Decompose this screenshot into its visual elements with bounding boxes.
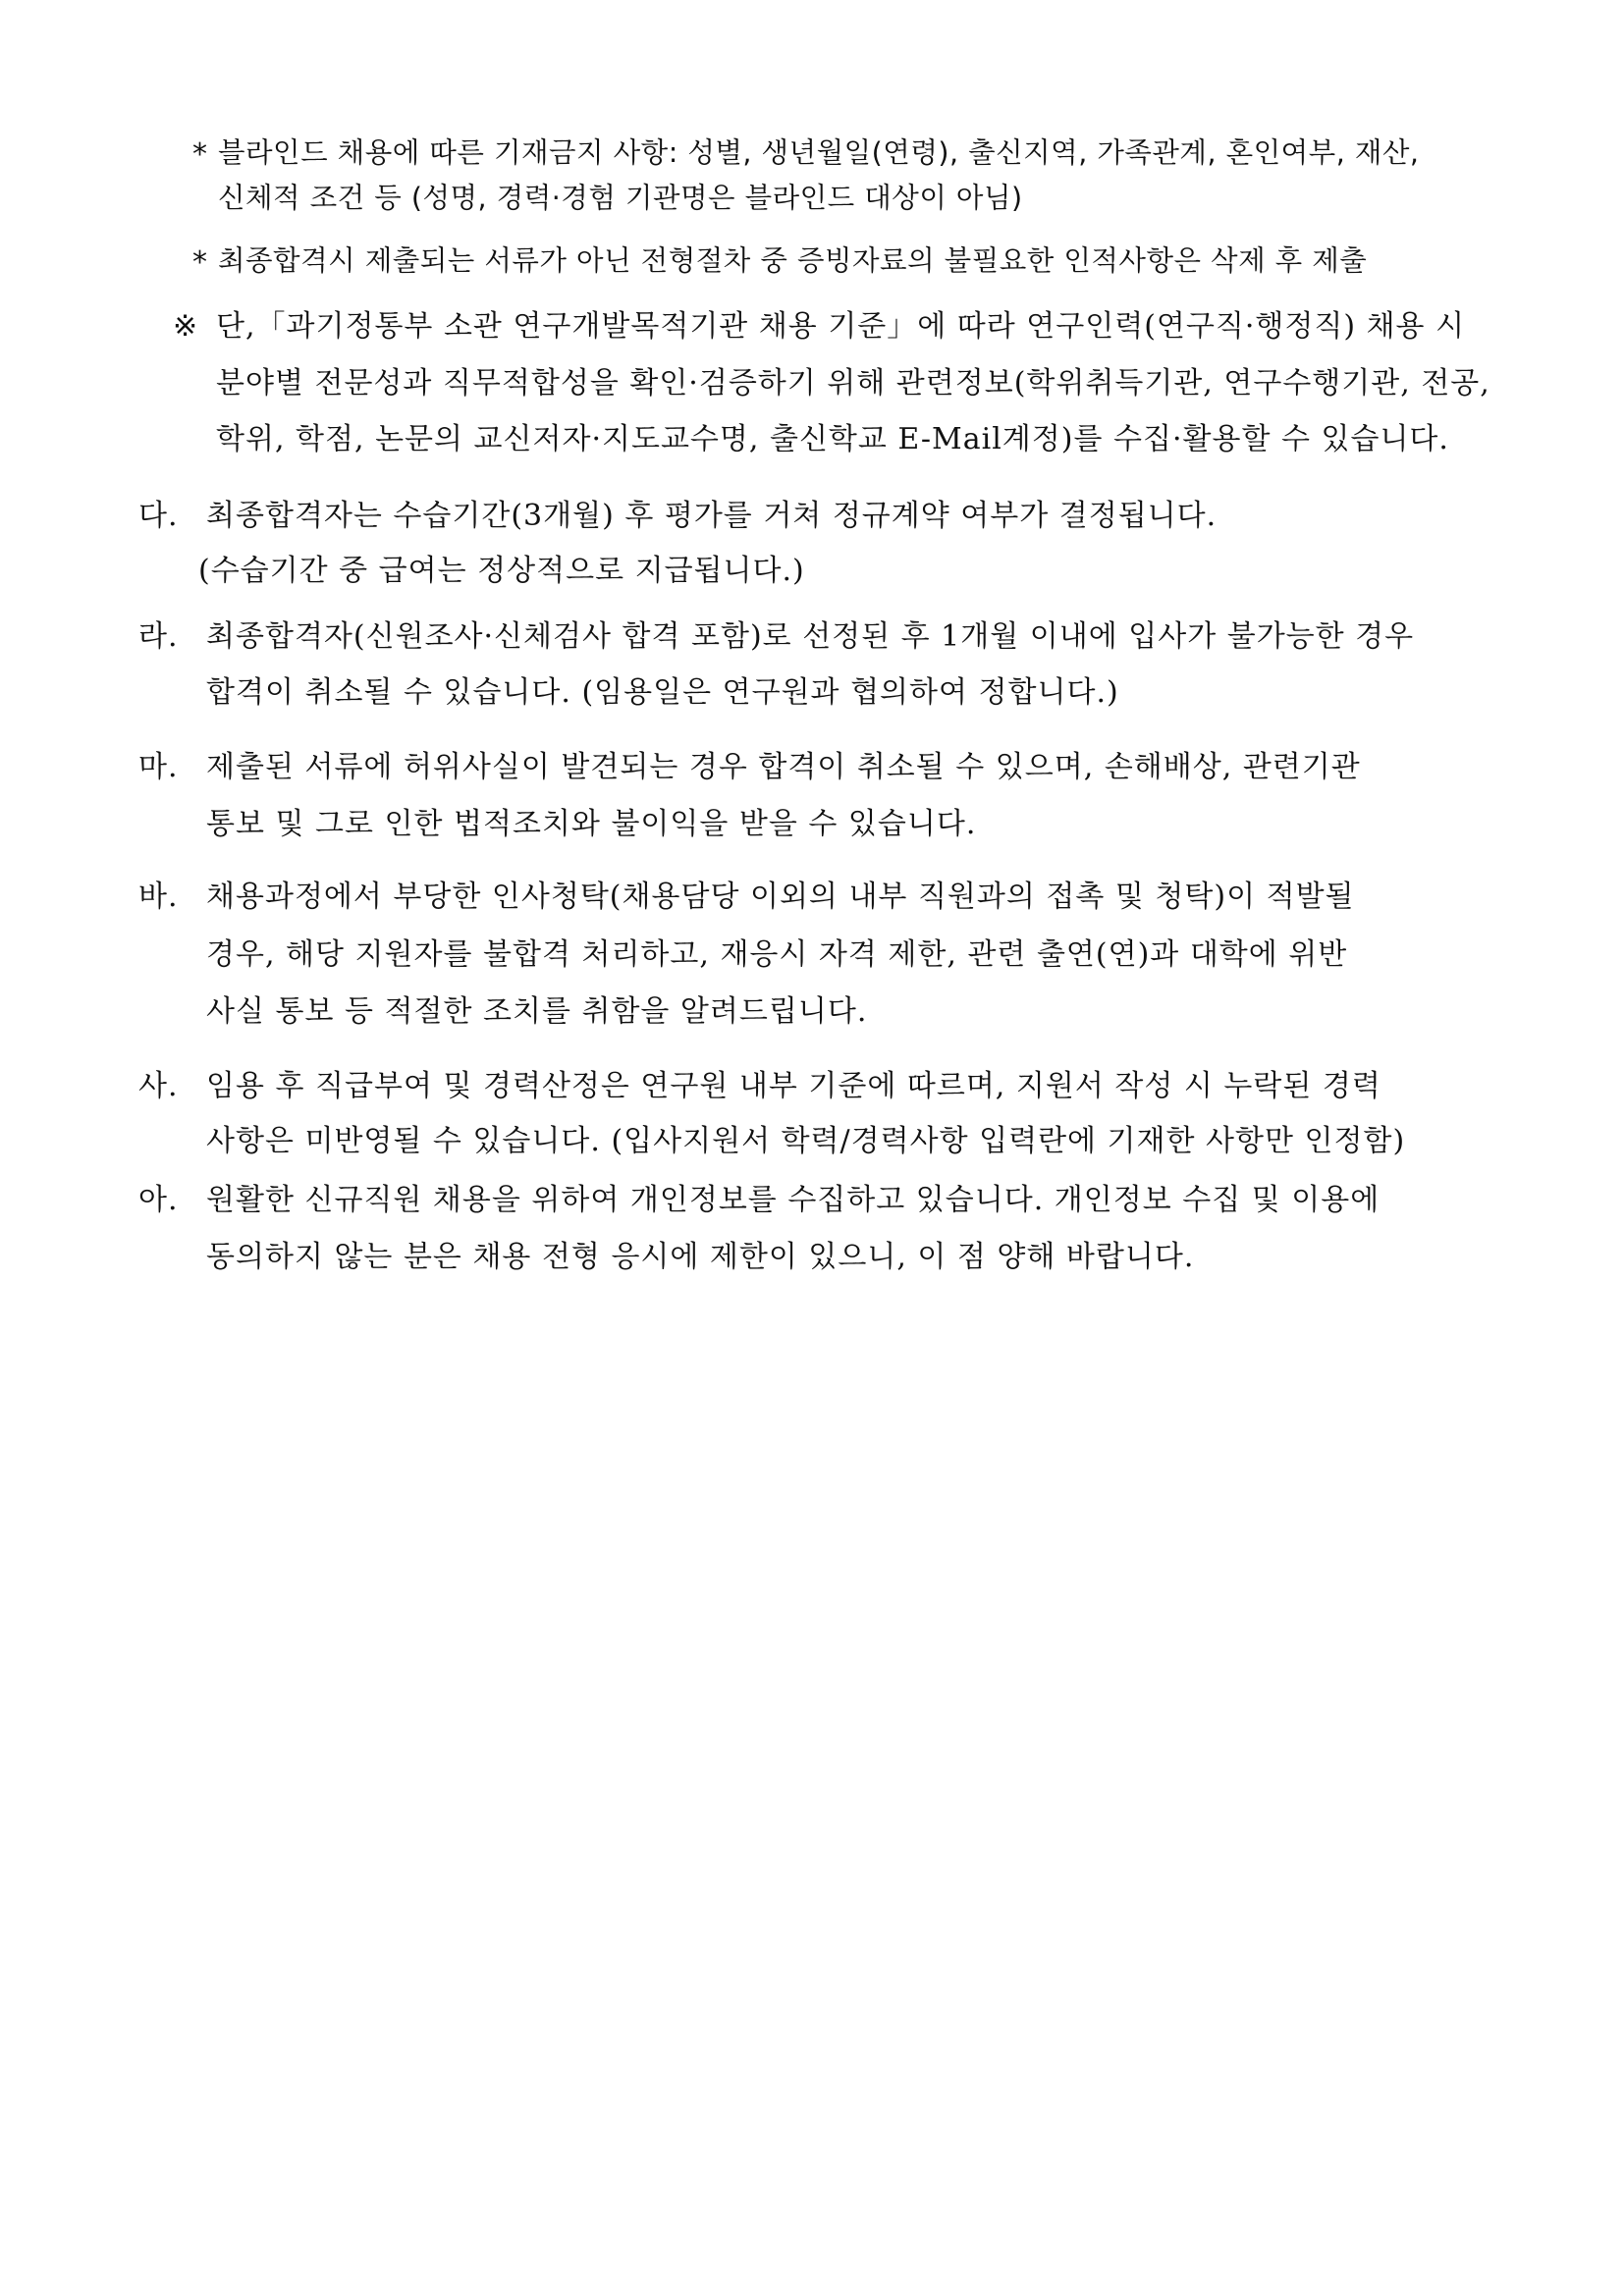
reference-mark-icon: ※ bbox=[173, 309, 199, 344]
item-sa-line1: 임용 후 직급부여 및 경력산정은 연구원 내부 기준에 따르며, 지원서 작성 시 누락된 경력 bbox=[206, 1069, 1381, 1103]
note-blind-items-line2: 신체적 조건 등 (성명, 경력·경험 기관명은 블라인드 대상이 아님) bbox=[218, 182, 1023, 214]
item-ra-line2: 합격이 취소될 수 있습니다. (임용일은 연구원과 협의하여 정합니다.) bbox=[206, 675, 1119, 710]
item-a-line2: 동의하지 않는 분은 채용 전형 응시에 제한이 있으니, 이 점 양해 바랍니다. bbox=[206, 1240, 1195, 1274]
item-ba-line2: 경우, 해당 지원자를 불합격 처리하고, 재응시 자격 제한, 관련 출연(연)과 대학에 위반 bbox=[206, 937, 1348, 972]
item-a-line1: 원활한 신규직원 채용을 위하여 개인정보를 수집하고 있습니다. 개인정보 수집 및 이용에 bbox=[206, 1183, 1380, 1217]
note-bullet-marker: * bbox=[192, 245, 208, 280]
note-exception-line1: 단,「과기정통부 소관 연구개발목적기관 채용 기준」에 따라 연구인력(연구직·행정직) 채용 시 bbox=[216, 309, 1466, 344]
item-marker-a: 아. bbox=[138, 1183, 179, 1217]
item-da-line1: 최종합격자는 수습기간(3개월) 후 평가를 거쳐 정규계약 여부가 결정됩니다. bbox=[206, 499, 1218, 533]
item-ba-line3: 사실 통보 등 적절한 조치를 취함을 알려드립니다. bbox=[206, 994, 868, 1029]
note-exception-line3: 학위, 학점, 논문의 교신저자·지도교수명, 출신학교 E-Mail계정)를 수집·활용할 수 있습니다. bbox=[216, 422, 1449, 456]
note-final-docs-line1: 최종합격시 제출되는 서류가 아닌 전형절차 중 증빙자료의 불필요한 인적사항은 삭제 후 제출 bbox=[218, 244, 1368, 277]
item-ma-line1: 제출된 서류에 허위사실이 발견되는 경우 합격이 취소될 수 있으며, 손해배상, 관련기관 bbox=[206, 750, 1361, 784]
item-marker-ra: 라. bbox=[138, 619, 179, 654]
note-exception-line2: 분야별 전문성과 직무적합성을 확인·검증하기 위해 관련정보(학위취득기관, 연구수행기관, 전공, bbox=[216, 366, 1490, 400]
item-marker-sa: 사. bbox=[138, 1069, 179, 1103]
item-ba-line1: 채용과정에서 부당한 인사청탁(채용담당 이외의 내부 직원과의 접촉 및 청탁)이 적발될 bbox=[206, 880, 1355, 914]
item-marker-ma: 마. bbox=[138, 750, 179, 784]
item-sa-line2: 사항은 미반영될 수 있습니다. (입사지원서 학력/경력사항 입력란에 기재한 사항만 인정함) bbox=[206, 1124, 1406, 1158]
item-ra-line1: 최종합격자(신원조사·신체검사 합격 포함)로 선정된 후 1개월 이내에 입사가 불가능한 경우 bbox=[206, 619, 1415, 654]
note-blind-items-line1: 블라인드 채용에 따른 기재금지 사항: 성별, 생년월일(연령), 출신지역, 가족관계, 혼인여부, 재산, bbox=[218, 136, 1420, 169]
item-da-line2: (수습기간 중 급여는 정상적으로 지급됩니다.) bbox=[198, 554, 805, 588]
item-marker-da: 다. bbox=[138, 499, 179, 533]
item-ma-line2: 통보 및 그로 인한 법적조치와 불이익을 받을 수 있습니다. bbox=[206, 807, 977, 841]
note-bullet-marker: * bbox=[192, 137, 208, 172]
item-marker-ba: 바. bbox=[138, 880, 179, 914]
